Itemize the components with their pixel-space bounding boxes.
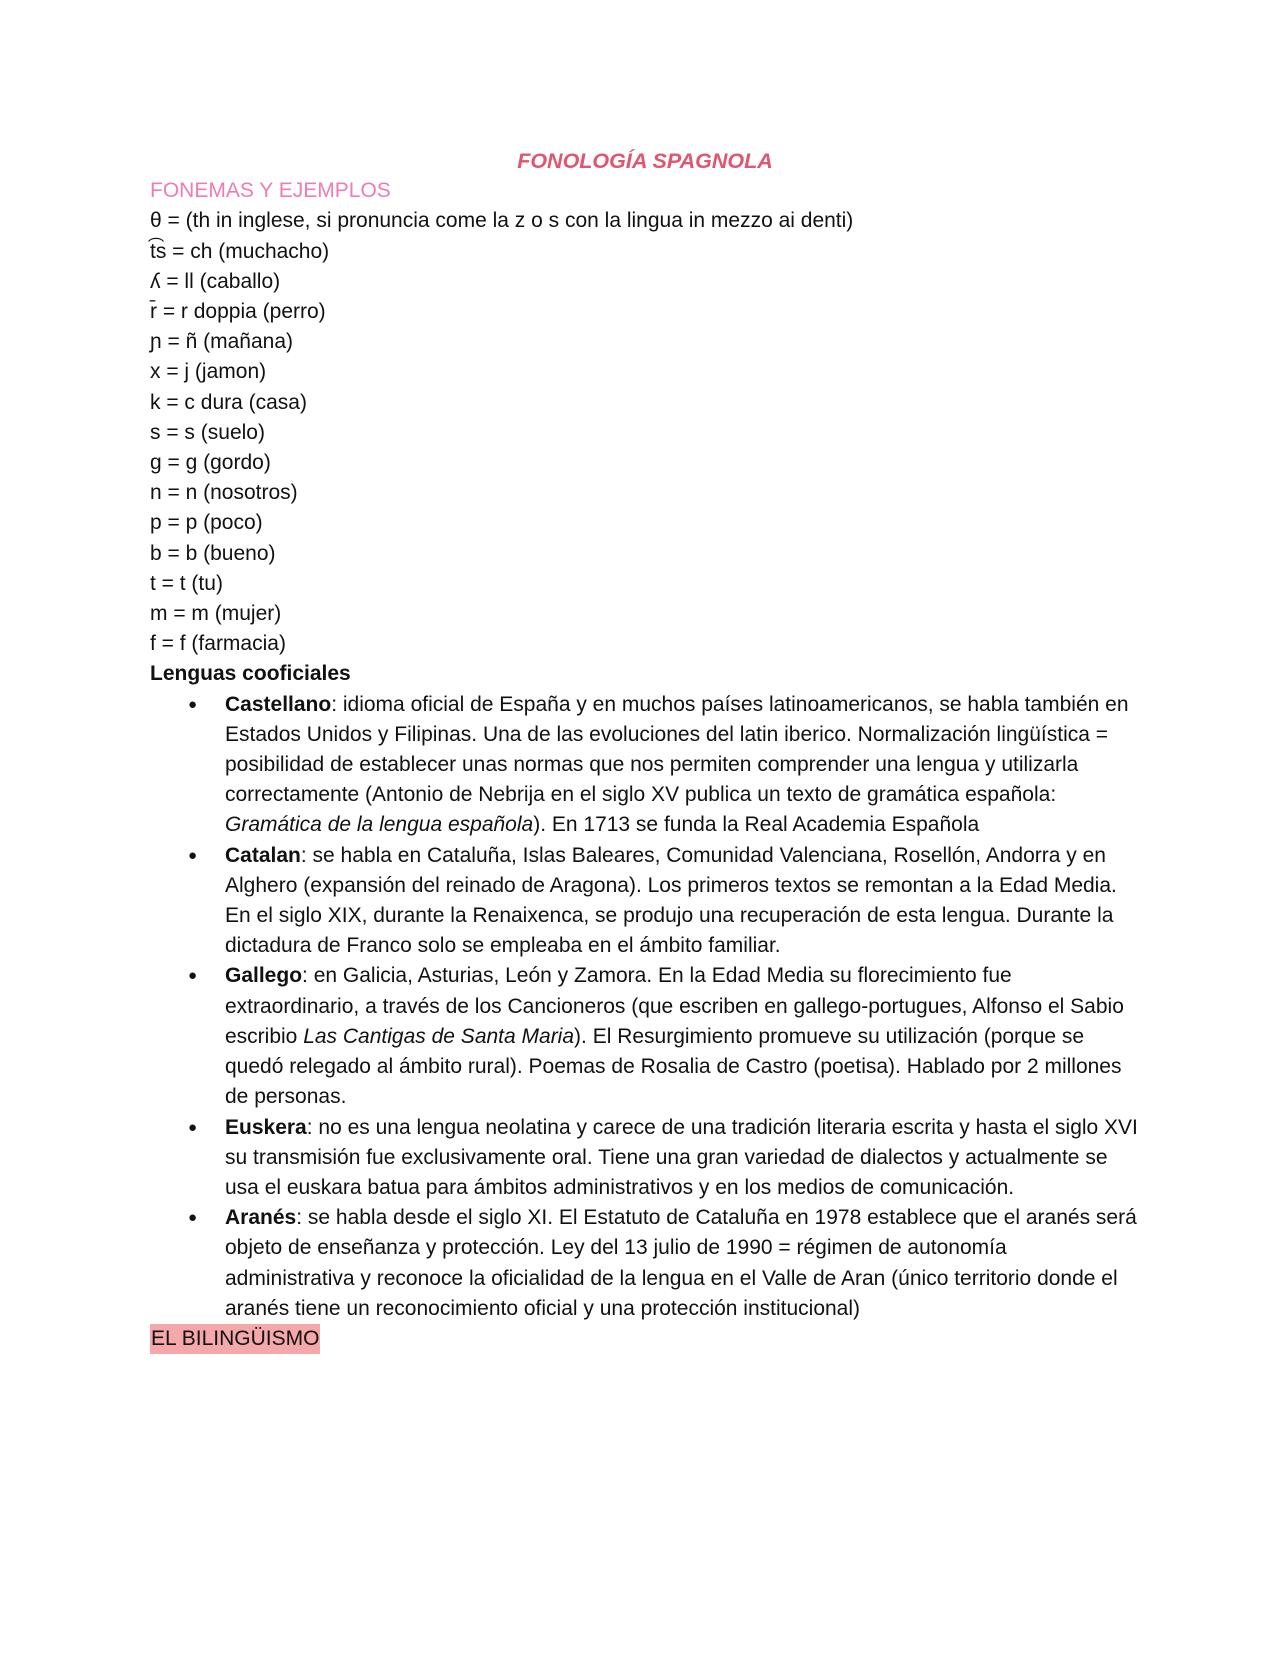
- page-title: FONOLOGÍA SPAGNOLA: [517, 149, 773, 173]
- language-term: Aranés: [225, 1206, 297, 1230]
- phoneme-line: k = c dura (casa): [150, 390, 307, 414]
- list-item-gallego: [150, 961, 1140, 1112]
- phoneme-line: s = s (suelo): [150, 420, 265, 444]
- language-text: ). El Resurgimiento promueve su utilización (porque se quedó relegado al ámbito rural). Poemas de Rosalia de Castro (poetisa). Hablado por 2 millones de personas.: [225, 1024, 1122, 1109]
- phoneme-line: p = p (poco): [150, 511, 263, 535]
- language-text: ). En 1713 se funda la Real Academia Española: [533, 813, 980, 837]
- language-text: : se habla en Cataluña, Islas Baleares, Comunidad Valenciana, Rosellón, Andorra y en Alghero (expansión del reinado de Aragona). Los primeros textos se remontan a la Edad Media. En el siglo XIX, durante la Renaixenca, se produjo una recuperación de esta lengua. Durante la dictadura de Franco solo se empleaba en el ámbito familiar.: [225, 843, 1117, 958]
- bullet-icon: ●: [188, 967, 198, 985]
- document-page: [150, 146, 1140, 1354]
- bullet-icon: ●: [188, 846, 198, 864]
- language-text: : en Galicia, Asturias, León y Zamora. En la Edad Media su florecimiento fue extraordinario, a través de los Cancioneros (que escriben en gallego-portugues, Alfonso el Sabio escribio: [225, 964, 1124, 1048]
- phoneme-line: g = g (gordo): [150, 451, 271, 475]
- language-term: Castellano: [225, 692, 332, 716]
- phoneme-line: t͡s = ch (muchacho): [150, 239, 330, 263]
- language-text: : idioma oficial de España y en muchos países latinoamericanos, se habla también en Estados Unidos y Filipinas. Una de las evoluciones del latin iberico. Normalización lingüística = posibilidad de establecer unas normas que nos permiten comprender una lengua y utilizarla correctamente (Antonio de Nebrija en el siglo XV publica un texto de gramática española:: [225, 692, 1129, 807]
- phoneme-line: x = j (jamon): [150, 360, 267, 384]
- phoneme-line: m = m (mujer): [150, 602, 282, 626]
- phoneme-line: ʎ = ll (caballo): [150, 269, 281, 293]
- phoneme-line: b = b (bueno): [150, 541, 276, 565]
- language-term: Catalan: [225, 843, 301, 867]
- list-item-castellano: [150, 690, 1140, 841]
- phoneme-line: n = n (nosotros): [150, 481, 298, 505]
- bullet-icon: ●: [188, 695, 198, 713]
- list-item-euskera: [150, 1113, 1140, 1204]
- section-title-bilinguismo: EL BILINGÜISMO: [150, 1324, 320, 1354]
- language-text: : se habla desde el siglo XI. El Estatuto de Cataluña en 1978 establece que el aranés será objeto de enseñanza y protección. Ley del 13 julio de 1990 = régimen de autonomía administrativa y reconoce la oficialidad de la lengua en el Valle de Aran (único territorio donde el aranés tiene un reconocimiento oficial y una protección institucional): [225, 1206, 1137, 1320]
- language-term: Gallego: [225, 964, 303, 988]
- phoneme-line: f = f (farmacia): [150, 632, 286, 656]
- phoneme-line: ɲ = ñ (mañana): [150, 330, 294, 354]
- languages-heading: Lenguas cooficiales: [150, 662, 351, 686]
- phoneme-line: r̄ = r doppia (perro): [150, 300, 326, 324]
- bullet-icon: ●: [188, 1209, 198, 1227]
- section-title-fonemas: FONEMAS Y EJEMPLOS: [150, 179, 391, 203]
- bullet-icon: ●: [188, 1118, 198, 1136]
- phoneme-line: t = t (tu): [150, 571, 223, 595]
- list-item-aranes: [150, 1203, 1140, 1324]
- language-italic: Gramática de la lengua española: [225, 813, 534, 837]
- languages-list: [150, 690, 1140, 1324]
- phoneme-list: [150, 206, 1140, 659]
- list-item-catalan: [150, 841, 1140, 962]
- language-term: Euskera: [225, 1115, 307, 1139]
- phoneme-line: θ = (th in inglese, si pronuncia come la z o s con la lingua in mezzo ai denti): [150, 209, 854, 233]
- language-text: : no es una lengua neolatina y carece de una tradición literaria escrita y hasta el siglo XVI su transmisión fue exclusivamente oral. Tiene una gran variedad de dialectos y actualmente se usa el euskara batua para ámbitos administrativos y en los medios de comunicación.: [225, 1115, 1138, 1199]
- language-italic: Las Cantigas de Santa Maria: [303, 1024, 575, 1048]
- final-heading-row: [150, 1324, 1140, 1354]
